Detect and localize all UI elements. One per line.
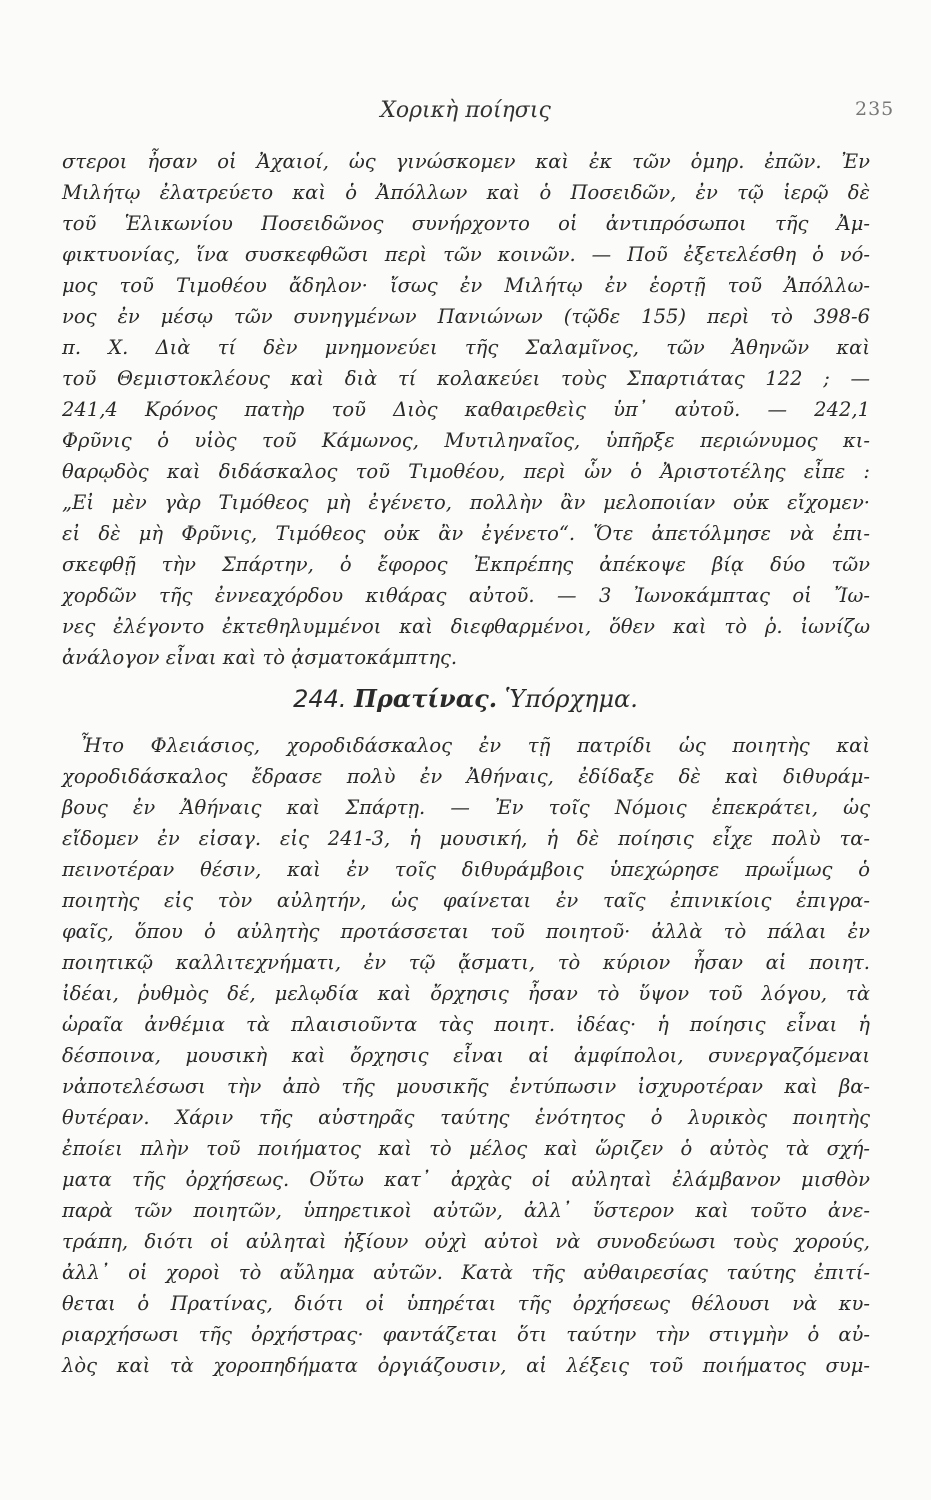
text-line: φικτυονίας, ἵνα συσκεφθῶσι περὶ τῶν κοινῶν. — Ποῦ ἐξετελέσθη ὁ νό- — [62, 243, 870, 266]
text-line: θυτέραν. Χάριν τῆς αὐστηρᾶς ταύτης ἑνότητος ὁ λυρικὸς ποιητὴς — [62, 1106, 870, 1129]
text-line: στεροι ἦσαν οἱ Ἀχαιοί, ὡς γινώσκομεν καὶ ἐκ τῶν ὁμηρ. ἐπῶν. Ἐν — [62, 150, 870, 173]
text-line: δέσποινα, μουσικὴ καὶ ὄρχησις εἶναι αἱ ἀμφίπολοι, συνεργαζόμεναι — [62, 1044, 870, 1067]
section-number: 244. — [293, 685, 347, 713]
text-line: βους ἐν Ἀθήναις καὶ Σπάρτῃ. — Ἐν τοῖς Νόμοις ἐπεκράτει, ὡς — [62, 796, 870, 819]
text-line: ἰδέαι, ῥυθμὸς δέ, μελῳδία καὶ ὄρχησις ἦσαν τὸ ὕψον τοῦ λόγου, τὰ — [62, 982, 870, 1005]
text-line: χορδῶν τῆς ἐννεαχόρδου κιθάρας αὐτοῦ. — 3 Ἰωνοκάμπτας οἱ Ἴω- — [62, 584, 870, 607]
text-line: 241,4 Κρόνος πατὴρ τοῦ Διὸς καθαιρεθεὶς ὑπ᾽ αὐτοῦ. — 242,1 — [62, 398, 870, 421]
text-line: νος ἐν μέσῳ τῶν συνηγμένων Πανιώνων (τῷδε 155) περὶ τὸ 398-6 — [62, 305, 870, 328]
text-line: θεται ὁ Πρατίνας, διότι οἱ ὑπηρέται τῆς ὀρχήσεως θέλουσι νὰ κυ- — [62, 1292, 870, 1315]
text-line: σκεφθῇ τὴν Σπάρτην, ὁ ἔφορος Ἐκπρέπης ἀπέκοψε βίᾳ δύο τῶν — [62, 553, 870, 576]
text-line: τράπη, διότι οἱ αὐληταὶ ἠξίουν οὐχὶ αὐτοὶ νὰ συνοδεύωσι τοὺς χορούς, — [62, 1230, 870, 1253]
text-line: ποιητικῷ καλλιτεχνήματι, ἐν τῷ ᾄσματι, τὸ κύριον ἦσαν αἱ ποιητ. — [62, 951, 870, 974]
text-line: νες ἐλέγοντο ἐκτεθηλυμμένοι καὶ διεφθαρμένοι, ὅθεν καὶ τὸ ῥ. ἰωνίζω — [62, 615, 870, 638]
text-line: Φρῦνις ὁ υἱὸς τοῦ Κάμωνος, Μυτιληναῖος, ὑπῆρξε περιώνυμος κι- — [62, 429, 870, 452]
text-line: Μιλήτῳ ἐλατρεύετο καὶ ὁ Ἀπόλλων καὶ ὁ Ποσειδῶν, ἐν τῷ ἱερῷ δὲ — [62, 181, 870, 204]
text-line: π. Χ. Διὰ τί δὲν μνημονεύει τῆς Σαλαμῖνος, τῶν Ἀθηνῶν καὶ — [62, 336, 870, 359]
text-line: ἀλλ᾽ οἱ χοροὶ τὸ αὔλημα αὐτῶν. Κατὰ τῆς αὐθαιρεσίας ταύτης ἐπιτί- — [62, 1261, 870, 1284]
text-line: λὸς καὶ τὰ χοροπηδήματα ὀργιάζουσιν, αἱ λέξεις τοῦ ποιήματος συμ- — [62, 1354, 870, 1377]
text-line: ἐποίει πλὴν τοῦ ποιήματος καὶ τὸ μέλος καὶ ὥριζεν ὁ αὐτὸς τὰ σχή- — [62, 1137, 870, 1160]
text-line: εἴδομεν ἐν εἰσαγ. εἰς 241-3, ἡ μουσική, ἡ δὲ ποίησις εἶχε πολὺ τα- — [62, 827, 870, 850]
page-number: 235 — [855, 98, 895, 120]
running-title: Χορικὴ ποίησις — [380, 98, 551, 123]
section-subtitle: Ὑπόρχημα. — [504, 685, 638, 713]
text-line: εἰ δὲ μὴ Φρῦνις, Τιμόθεος οὐκ ἂν ἐγένετο“. Ὅτε ἀπετόλμησε νὰ ἐπι- — [62, 522, 870, 545]
text-line: Ἦτο Φλειάσιος, χοροδιδάσκαλος ἐν τῇ πατρίδι ὡς ποιητὴς καὶ — [80, 734, 870, 757]
text-line: ἀνάλογον εἶναι καὶ τὸ ᾀσματοκάμπτης. — [62, 646, 458, 669]
text-line: τοῦ Ἑλικωνίου Ποσειδῶνος συνήρχοντο οἱ ἀντιπρόσωποι τῆς Ἀμ- — [62, 212, 870, 235]
text-line: πεινοτέραν θέσιν, καὶ ἐν τοῖς διθυράμβοις ὑπεχώρησε πρωΐμως ὁ — [62, 858, 870, 881]
text-line: θαρῳδὸς καὶ διδάσκαλος τοῦ Τιμοθέου, περὶ ὧν ὁ Ἀριστοτέλης εἶπε : — [62, 460, 870, 483]
text-line: ματα τῆς ὀρχήσεως. Οὕτω κατ᾽ ἀρχὰς οἱ αὐληταὶ ἐλάμβανον μισθὸν — [62, 1168, 870, 1191]
text-line: μος τοῦ Τιμοθέου ἄδηλον· ἴσως ἐν Μιλήτῳ ἐν ἑορτῇ τοῦ Ἀπόλλω- — [62, 274, 870, 297]
text-line: ὡραῖα ἀνθέμια τὰ πλαισιοῦντα τὰς ποιητ. ἰδέας· ἡ ποίησις εἶναι ἡ — [62, 1013, 870, 1036]
text-line: „Εἰ μὲν γὰρ Τιμόθεος μὴ ἐγένετο, πολλὴν ἂν μελοποιίαν οὐκ εἴχομεν· — [62, 491, 870, 514]
section-name: Πρατίνας. — [354, 684, 498, 713]
text-line: ποιητὴς εἰς τὸν αὐλητήν, ὡς φαίνεται ἐν ταῖς ἐπινικίοις ἐπιγρα- — [62, 889, 870, 912]
text-line: χοροδιδάσκαλος ἔδρασε πολὺ ἐν Ἀθήναις, ἐδίδαξε δὲ καὶ διθυράμ- — [62, 765, 870, 788]
text-line: τοῦ Θεμιστοκλέους καὶ διὰ τί κολακεύει τοὺς Σπαρτιάτας 122 ; — — [62, 367, 870, 390]
text-line: παρὰ τῶν ποιητῶν, ὑπηρετικοὶ αὐτῶν, ἀλλ᾽ ὕστερον καὶ τοῦτο ἀνε- — [62, 1199, 870, 1222]
text-line: ριαρχήσωσι τῆς ὀρχήστρας· φαντάζεται ὅτι ταύτην τὴν στιγμὴν ὁ αὐ- — [62, 1323, 870, 1346]
text-line: νἀποτελέσωσι τὴν ἀπὸ τῆς μουσικῆς ἐντύπωσιν ἰσχυροτέραν καὶ βα- — [62, 1075, 870, 1098]
section-heading — [0, 684, 931, 713]
text-line: φαῖς, ὅπου ὁ αὐλητὴς προτάσσεται τοῦ ποιητοῦ· ἀλλὰ τὸ πάλαι ἐν — [62, 920, 870, 943]
